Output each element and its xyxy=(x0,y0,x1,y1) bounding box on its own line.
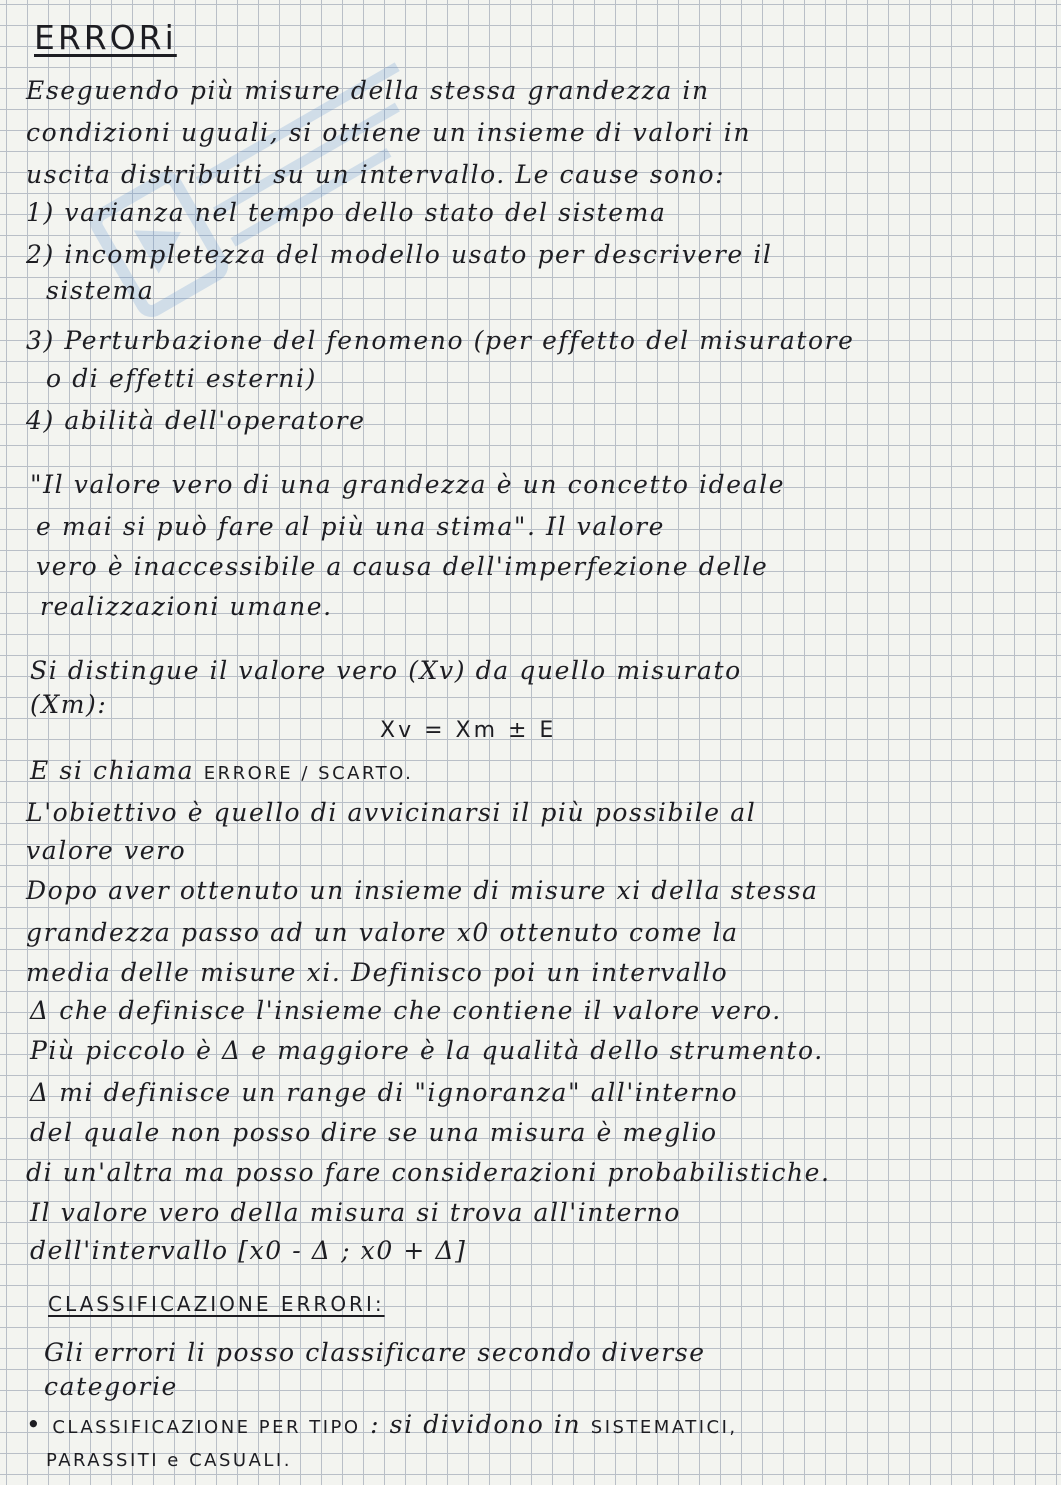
text-line: Gli errori li posso classificare secondo diverse xyxy=(44,1338,706,1367)
text-line: Il valore vero della misura si trova all'interno xyxy=(30,1198,681,1227)
text-line: Δ mi definisce un range di "ignoranza" all'interno xyxy=(30,1078,739,1107)
term-errore-scarto: ERRORE / SCARTO. xyxy=(203,763,414,784)
text-line: PARASSITI e CASUALI. xyxy=(46,1450,292,1471)
section-heading: CLASSIFICAZIONE ERRORI: xyxy=(48,1292,385,1316)
text-fragment: : si dividono in xyxy=(370,1410,582,1439)
formula: Xv = Xm ± E xyxy=(380,718,557,743)
bullet-icon: • xyxy=(26,1410,43,1439)
text-line: uscita distribuiti su un intervallo. Le cause sono: xyxy=(26,160,726,189)
text-line: del quale non posso dire se una misura è meglio xyxy=(30,1118,718,1147)
text-line: vero è inaccessibile a causa dell'imperfezione delle xyxy=(36,552,769,581)
text-line: sistema xyxy=(46,276,155,305)
text-line: realizzazioni umane. xyxy=(40,592,333,621)
text-line: categorie xyxy=(44,1372,178,1401)
text-line: di un'altra ma posso fare considerazioni probabilistiche. xyxy=(26,1158,831,1187)
watermark-logo xyxy=(64,10,486,381)
page-title: ERRORi xyxy=(34,18,177,57)
text-line: Eseguendo più misure della stessa grandezza in xyxy=(26,76,710,105)
text-line: Più piccolo è Δ e maggiore è la qualità dello strumento. xyxy=(30,1036,824,1065)
quote-line: "Il valore vero di una grandezza è un concetto ideale xyxy=(30,470,786,499)
text-line: Δ che definisce l'insieme che contiene il valore vero. xyxy=(30,996,782,1025)
term-classificazione-per-tipo: CLASSIFICAZIONE PER TIPO xyxy=(52,1417,361,1438)
text-line: media delle misure xi. Definisco poi un intervallo xyxy=(26,958,729,987)
text-line: (Xm): xyxy=(30,690,108,719)
text-line: grandezza passo ad un valore x0 ottenuto come la xyxy=(26,918,739,947)
list-item-1: 1) varianza nel tempo dello stato del sistema xyxy=(26,198,667,227)
text-line: dell'intervallo [x0 - Δ ; x0 + Δ] xyxy=(30,1236,467,1265)
text-line: Si distingue il valore vero (Xv) da quello misurato xyxy=(30,656,742,685)
bullet-item xyxy=(26,1410,738,1443)
text-line xyxy=(30,756,413,789)
text-line: o di effetti esterni) xyxy=(46,364,317,393)
text-line: L'obiettivo è quello di avvicinarsi il più possibile al xyxy=(26,798,757,827)
text-line: valore vero xyxy=(26,836,187,865)
text-line: Dopo aver ottenuto un insieme di misure xi della stessa xyxy=(26,876,819,905)
list-item-4: 4) abilità dell'operatore xyxy=(26,406,366,435)
term-sistematici: SISTEMATICI, xyxy=(590,1417,738,1438)
list-item-3: 3) Perturbazione del fenomeno (per effetto del misuratore xyxy=(26,326,855,355)
text-fragment: E si chiama xyxy=(30,756,195,785)
list-item-2: 2) incompletezza del modello usato per descrivere il xyxy=(26,240,773,269)
quote-line: e mai si può fare al più una stima". Il valore xyxy=(36,512,666,541)
text-line: condizioni uguali, si ottiene un insieme di valori in xyxy=(26,118,752,147)
